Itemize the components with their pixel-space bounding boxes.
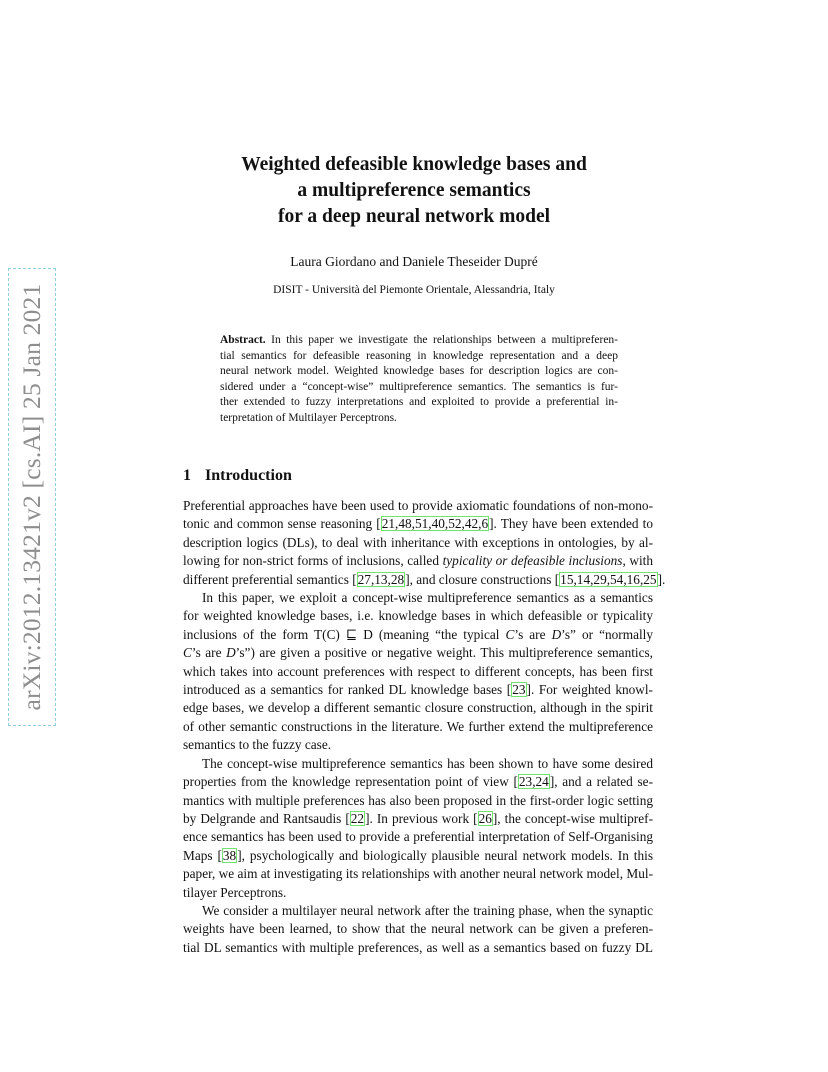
abstract-line: neural network model. Weighted knowledge bases for description logics are con-	[220, 365, 618, 377]
paper-title	[0, 152, 828, 230]
body-line: lowing for non-strict forms of inclusions, called typicality or defeasible inclusions, with	[183, 553, 654, 569]
body-line: inclusions of the form T(C) ⊑ D (meaning “the typical C’s are D’s” or “normally	[183, 626, 654, 642]
abstract-line: ther extended to fuzzy interpretations and exploited to provide a preferential in-	[220, 396, 618, 408]
section-title: Introduction	[205, 467, 292, 484]
citation-link[interactable]: 22	[350, 810, 365, 826]
body-line: mantics with multiple preferences has also been proposed in the first-order logic setting	[183, 792, 653, 808]
title-line-2: a multipreference semantics	[297, 180, 531, 201]
citation-link[interactable]: 23	[512, 682, 526, 698]
body-line: description logics (DLs), to deal with inheritance with exceptions in ontologies, by al-	[183, 534, 653, 550]
body-line: We consider a multilayer neural network after the training phase, when the synaptic	[202, 902, 653, 918]
citation-link[interactable]: 21,48,51,40,52,42,6	[381, 516, 489, 532]
abstract	[220, 333, 618, 426]
body-line: by Delgrande and Rantsaudis [22]. In previous work [26], the concept-wise multipref-	[183, 810, 653, 826]
section-number: 1	[183, 467, 191, 484]
authors: Laura Giordano and Daniele Theseider Dupré	[290, 254, 538, 269]
body-line: for weighted knowledge bases, i.e. knowledge bases in which defeasible or typicality	[183, 608, 653, 624]
body-line: ence semantics has been used to provide a preferential interpretation of Self-Organising	[183, 829, 653, 845]
body-line: tonic and common sense reasoning [21,48,51,40,52,42,6]. They have been extended to	[183, 516, 653, 532]
affiliation: DISIT - Università del Piemonte Orientale, Alessandria, Italy	[273, 284, 555, 296]
body-line: semantics to the fuzzy case.	[183, 737, 332, 753]
body-line: weights have been learned, to show that the neural network can be given a preferen-	[183, 921, 653, 937]
body-line: edge bases, we develop a different semantic closure construction, although in the spirit	[183, 700, 653, 716]
citation-link[interactable]: 23,24	[518, 774, 549, 790]
emphasis: typicality or defeasible inclusions	[442, 553, 623, 569]
body-line: paper, we aim at investigating its relationships with another neural network model, Mul-	[183, 866, 653, 882]
body-line: In this paper, we exploit a concept-wise multipreference semantics as a semantics	[202, 590, 653, 606]
citation-link[interactable]: 26	[478, 810, 492, 826]
arxiv-stamp	[8, 268, 56, 726]
citation-link[interactable]: 38	[222, 847, 237, 863]
body-line: properties from the knowledge representation point of view [23,24], and a related se-	[183, 774, 654, 790]
citation-link[interactable]: 27,13,28	[357, 571, 405, 587]
body-line: The concept-wise multipreference semantics has been shown to have some desired	[202, 755, 653, 771]
body-line: introduced as a semantics for ranked DL knowledge bases [23]. For weighted knowl-	[183, 682, 653, 698]
title-line-1: Weighted defeasible knowledge bases and	[241, 154, 587, 175]
abstract-line: terpretation of Multilayer Perceptrons.	[220, 411, 397, 424]
body-text	[183, 497, 666, 957]
title-line-3: for a deep neural network model	[277, 206, 551, 227]
body-line: tial DL semantics with multiple preferences, as well as a semantics based on fuzzy DL	[183, 939, 653, 955]
citation-link[interactable]: 15,14,29,54,16,25	[560, 571, 657, 587]
body-line: different preferential semantics [27,13,28], and closure constructions [15,14,29,54,16,25].	[183, 571, 666, 587]
abstract-line: In this paper we investigate the relationships between a multipreferen-	[271, 334, 619, 346]
body-line: Preferential approaches have been used to provide axiomatic foundations of non-mono-	[183, 498, 653, 513]
section-heading	[183, 467, 292, 485]
abstract-line: tial semantics for defeasible reasoning in knowledge representation and a deep	[220, 349, 618, 362]
arxiv-stamp-text: arXiv:2012.13421v2 [cs.AI] 25 Jan 2021	[17, 283, 46, 711]
body-line: C’s are D’s”) are given a positive or negative weight. This multipreference semantics,	[183, 645, 654, 661]
body-line: tilayer Perceptrons.	[183, 884, 287, 900]
math-inline: T(C) ⊑ D	[314, 626, 373, 642]
body-line: which takes into account preferences with respect to different concepts, has been first	[183, 663, 653, 679]
abstract-line: sidered under a “concept-wise” multipreference semantics. The semantics is fur-	[220, 380, 618, 393]
body-line: of other semantic constructions in the literature. We further extend the multipreference	[183, 718, 653, 734]
abstract-label: Abstract.	[220, 334, 266, 346]
body-line: Maps [38], psychologically and biologically plausible neural network models. In this	[183, 847, 653, 863]
